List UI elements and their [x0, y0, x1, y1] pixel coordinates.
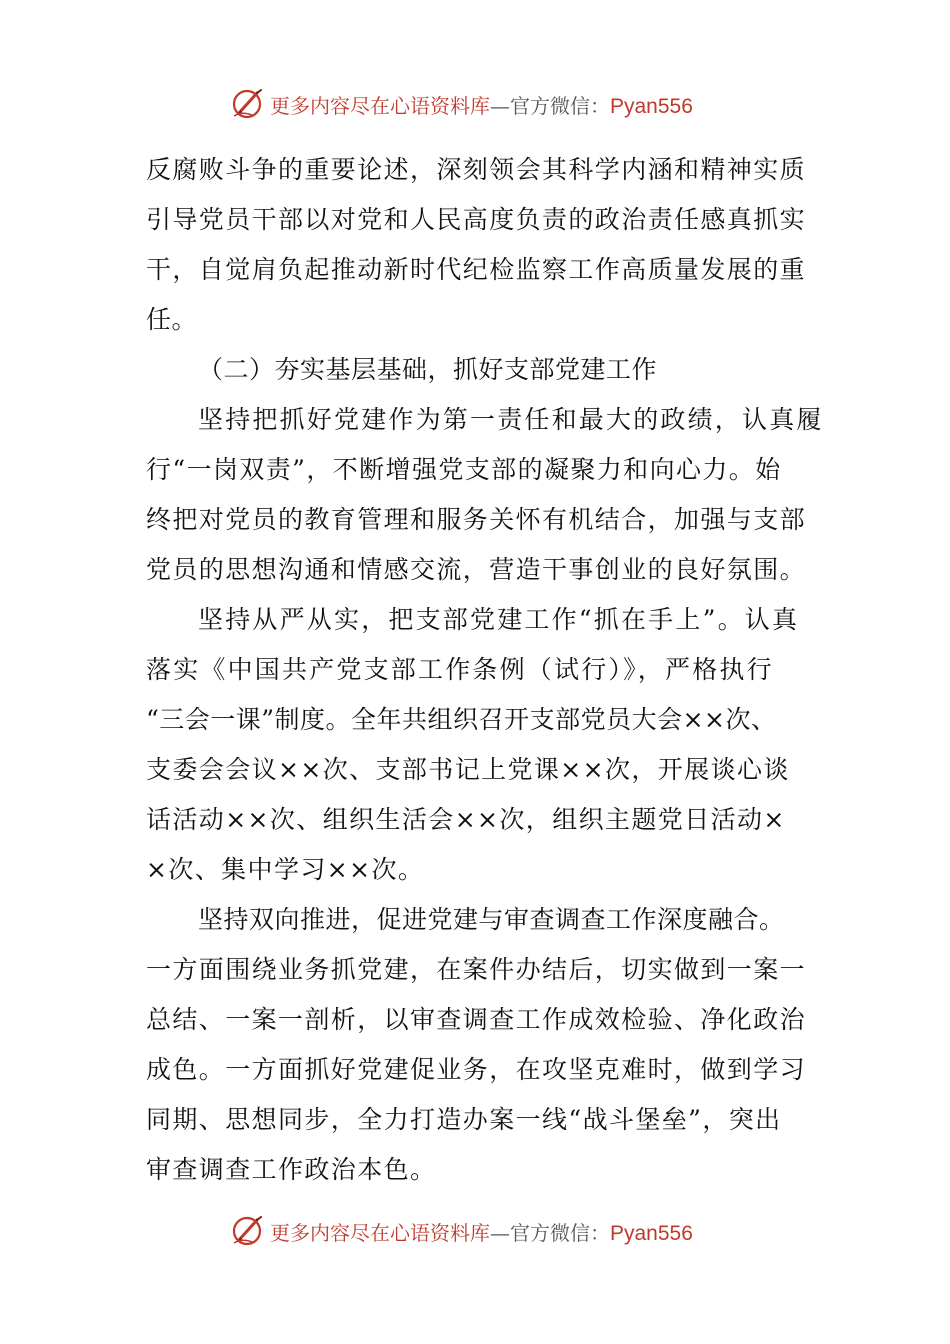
body-line: 引导党员干部以对党和人民高度负责的政治责任感真抓实 — [146, 205, 807, 234]
document-body — [146, 145, 824, 1195]
watermark-brand: 更多内容尽在心语资料库 — [270, 93, 490, 118]
body-line: 反腐败斗争的重要论述，深刻领会其科学内涵和精神实质 — [146, 155, 807, 184]
watermark-text — [270, 1217, 693, 1246]
body-line: ×次、集中学习××次。 — [146, 855, 425, 884]
watermark-wechat-id: Pyan556 — [610, 94, 693, 118]
header-watermark — [230, 86, 693, 122]
pen-circle-logo-icon — [230, 86, 266, 122]
body-line: 行“一岗双责”，不断增强党支部的凝聚力和向心力。始 — [146, 455, 782, 484]
body-line: 落实《中国共产党支部工作条例（试行）》，严格执行 — [146, 655, 774, 684]
body-line: 话活动××次、组织生活会××次，组织主题党日活动× — [146, 805, 786, 834]
pen-circle-logo-icon — [230, 1213, 266, 1249]
watermark-separator: — — [490, 1220, 510, 1245]
paragraph-first-line: 坚持把抓好党建作为第一责任和最大的政绩，认真履 — [198, 405, 824, 434]
watermark-wechat-label: 官方微信： — [510, 1220, 610, 1245]
body-line: 总结、一案一剖析，以审查调查工作成效检验、净化政治 — [146, 1005, 807, 1034]
body-line: 成色。一方面抓好党建促业务，在攻坚克难时，做到学习 — [146, 1055, 807, 1084]
watermark-separator: — — [490, 93, 510, 118]
watermark-text — [270, 90, 693, 119]
watermark-wechat-id: Pyan556 — [610, 1221, 693, 1245]
body-line: 审查调查工作政治本色。 — [146, 1155, 437, 1184]
body-line: 支委会会议××次、支部书记上党课××次，开展谈心谈 — [146, 755, 790, 784]
body-line: “三会一课”制度。全年共组织召开支部党员大会××次、 — [146, 705, 777, 734]
body-line: 干，自觉肩负起推动新时代纪检监察工作高质量发展的重 — [146, 255, 807, 284]
body-line: 终把对党员的教育管理和服务关怀有机结合，加强与支部 — [146, 505, 807, 534]
section-heading: （二）夯实基层基础，抓好支部党建工作 — [198, 355, 658, 384]
paragraph-first-line: 坚持双向推进，促进党建与审查调查工作深度融合。 — [198, 905, 785, 934]
body-line: 同期、思想同步，全力打造办案一线“战斗堡垒”，突出 — [146, 1105, 782, 1134]
watermark-wechat-label: 官方微信： — [510, 93, 610, 118]
watermark-brand: 更多内容尽在心语资料库 — [270, 1220, 490, 1245]
body-line: 任。 — [146, 305, 198, 334]
paragraph-first-line: 坚持从严从实，把支部党建工作“抓在手上”。认真 — [198, 605, 800, 634]
body-line: 一方面围绕业务抓党建，在案件办结后，切实做到一案一 — [146, 955, 807, 984]
body-line: 党员的思想沟通和情感交流，营造干事创业的良好氛围。 — [146, 555, 807, 584]
footer-watermark — [230, 1213, 693, 1249]
